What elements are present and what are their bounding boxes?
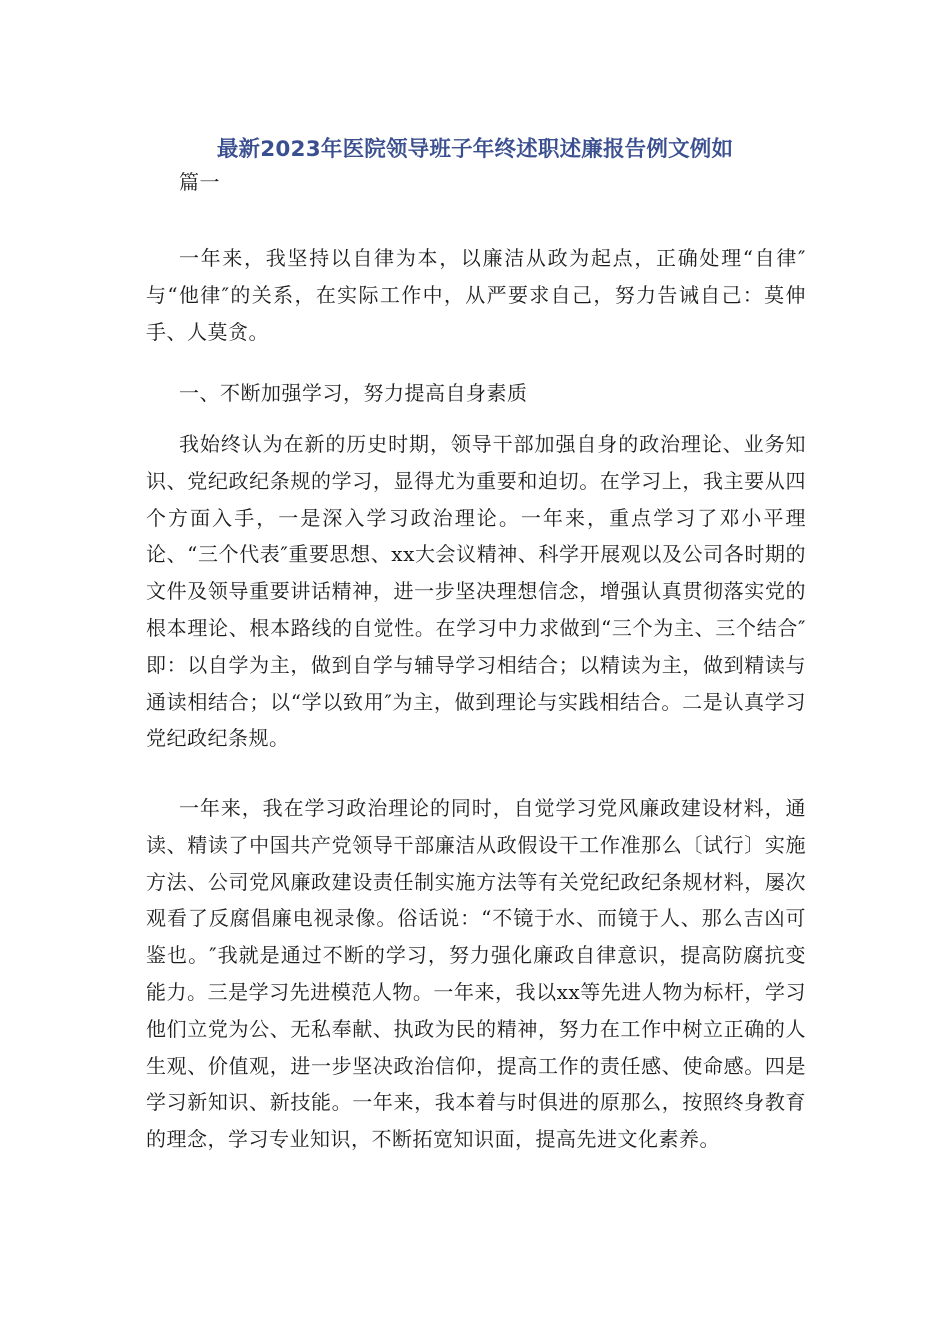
- paragraph-intro: 一年来，我坚持以自律为本，以廉洁从政为起点，正确处理“自律″与“他律″的关系，在实际工作中，从严要求自己，努力告诫自己：莫伸手、人莫贪。: [146, 246, 806, 344]
- section-label: 篇一: [179, 170, 220, 194]
- paragraph-discipline: 一年来，我在学习政治理论的同时，自觉学习党风廉政建设材料，通读、精读了中国共产党领导干部廉洁从政假设干工作准那么〔试行〕实施方法、公司党风廉政建设责任制实施方法等有关党纪政纪条规材料，屡次观看了反腐倡廉电视录像。俗话说：“不镜于水、而镜于人、那么吉凶可鉴也。″我就是通过不断的学习，努力强化廉政自律意识，提高防腐抗变能力。三是学习先进模范人物。一年来，我以xx等先进人物为标杆，学习他们立党为公、无私奉献、执政为民的精神，努力在工作中树立正确的人生观、价值观，进一步坚决政治信仰，提高工作的责任感、使命感。四是学习新知识、新技能。一年来，我本着与时俱进的原那么，按照终身教育的理念，学习专业知识，不断拓宽知识面，提高先进文化素养。: [146, 796, 806, 1152]
- paragraph-study: 我始终认为在新的历史时期，领导干部加强自身的政治理论、业务知识、党纪政纪条规的学习，显得尤为重要和迫切。在学习上，我主要从四个方面入手，一是深入学习政治理论。一年来，重点学习了邓小平理论、“三个代表″重要思想、xx大会议精神、科学开展观以及公司各时期的文件及领导重要讲话精神，进一步坚决理想信念，增强认真贯彻落实党的根本理论、根本路线的自觉性。在学习中力求做到“三个为主、三个结合″即：以自学为主，做到自学与辅导学习相结合；以精读为主，做到精读与通读相结合；以“学以致用″为主，做到理论与实践相结合。二是认真学习党纪政纪条规。: [146, 432, 806, 751]
- section-heading: 一、不断加强学习，努力提高自身素质: [179, 381, 528, 405]
- document-title: 最新2023年医院领导班子年终述职述廉报告例文例如: [216, 137, 734, 162]
